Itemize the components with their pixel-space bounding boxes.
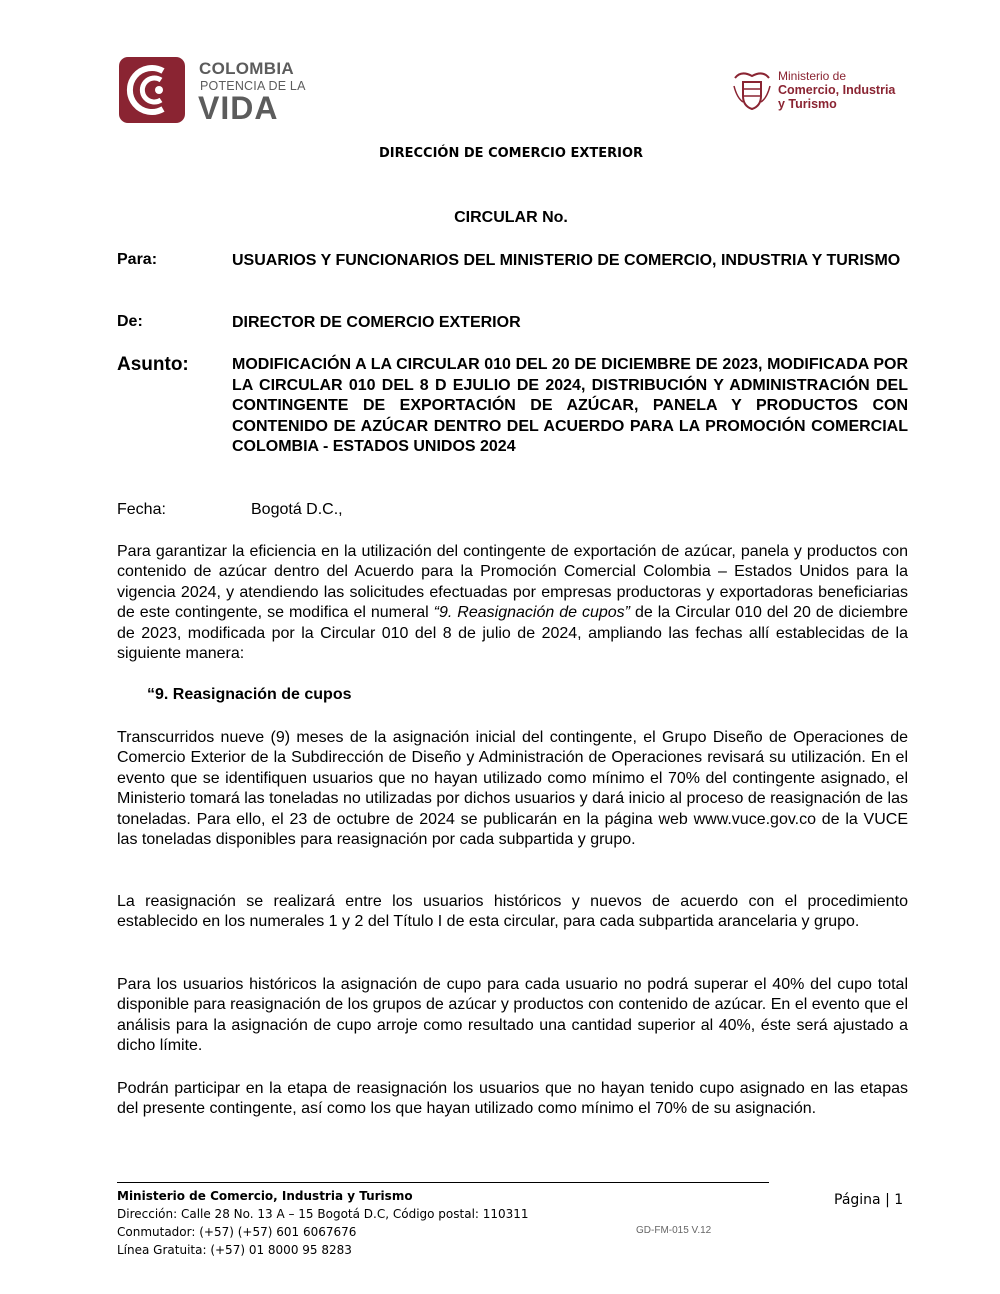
colombia-potencia-logo (119, 57, 306, 126)
intro-italic-ref: “9. Reasignación de cupos” (433, 604, 630, 622)
form-code: GD-FM-015 V.12 (636, 1225, 712, 1236)
paragraph-2: La reasignación se realizará entre los usuarios históricos y nuevos de acuerdo con el procedimiento establecido en los numerales 1 y 2 del Título I de esta circular, para cada subpartida arancelaria y grupo. (117, 893, 908, 931)
intro-text-1: Para garantizar la eficiencia en la utilización del contingente de exportación de azúcar, panela y productos con contenido de azúcar dentro del Acuerdo para la Promoción Comercial Colombia – Estados Unidos para la vigencia 2024, y atendiendo las solicitudes efectuadas por empresas productoras y exportadoras beneficiarias de este contingente, se modifica el numeral (117, 543, 908, 622)
para-value: USUARIOS Y FUNCIONARIOS DEL MINISTERIO DE COMERCIO, INDUSTRIA Y TURISMO (232, 252, 901, 269)
logo-line-potencia: POTENCIA DE LA (200, 79, 306, 93)
ministerio-logo-line1: Ministerio de (778, 69, 847, 83)
intro-paragraph (117, 542, 908, 664)
asunto-label: Asunto: (117, 354, 189, 375)
fecha-label: Fecha: (117, 501, 166, 518)
de-label: De: (117, 313, 143, 330)
footer-divider (117, 1182, 769, 1183)
asunto-value: MODIFICACIÓN A LA CIRCULAR 010 DEL 20 DE DICIEMBRE DE 2023, MODIFICADA POR LA CIRCULAR 010 DEL 8 D EJULIO DE 2024, DISTRIBUCIÓN Y ADMINISTRACIÓN DEL CONTINGENTE DE EXPORTACIÓN DE AZÚCAR, PANELA Y PRODUCTOS CON CONTENIDO DE AZÚCAR DENTRO DEL ACUERDO PARA LA PROMOCIÓN COMERCIAL COLOMBIA - ESTADOS UNIDOS 2024 (232, 356, 908, 455)
logo-line-vida: VIDA (198, 90, 279, 126)
page-number: Página | 1 (834, 1192, 904, 1208)
ministerio-logo-line3: y Turismo (778, 97, 837, 111)
intro-text-2: de la Circular 010 del 20 de diciembre de 2023, modificada por la Circular 010 del 8 de julio de 2024, ampliando las fechas allí establecidas de la siguiente manera: (117, 604, 909, 663)
fecha-value: Bogotá D.C., (251, 501, 343, 518)
paragraph-4: Podrán participar en la etapa de reasignación los usuarios que no hayan tenido cupo asignado en las etapas del presente contingente, así como los que hayan utilizado como mínimo el 70% de su asignación. (117, 1080, 908, 1118)
footer-toll-free: Línea Gratuita: (+57) 01 8000 95 8283 (117, 1243, 352, 1257)
direction-heading: DIRECCIÓN DE COMERCIO EXTERIOR (378, 146, 644, 161)
paragraph-1: Transcurridos nueve (9) meses de la asignación inicial del contingente, el Grupo Diseño de Operaciones de Comercio Exterior de la Subdirección de Diseño y Administración de Operaciones revisará su utilización. En el evento que se identifiquen usuarios que no hayan utilizado como mínimo el 70% del contingente asignado, el Ministerio tomará las toneladas no utilizadas por dichos usuarios y dará inicio al proceso de reasignación de las toneladas. Para ello, el 23 de octubre de 2024 se publicarán en la página web www.vuce.gov.co de la VUCE las toneladas disponibles para reasignación por cada subpartida y grupo. (117, 729, 908, 849)
colombia-emblem-icon (119, 57, 185, 123)
para-label: Para: (117, 251, 158, 268)
footer-address: Dirección: Calle 28 No. 13 A – 15 Bogotá D.C, Código postal: 110311 (117, 1207, 529, 1221)
paragraph-3: Para los usuarios históricos la asignación de cupo para cada usuario no podrá superar el 40% del cupo total disponible para reasignación de los grupos de azúcar y productos con contenido de azúcar. En el evento que el análisis para la asignación de cupo arroje como resultado una cantidad superior al 40%, éste será ajustado a dicho límite. (117, 976, 908, 1055)
footer-org: Ministerio de Comercio, Industria y Turismo (117, 1189, 413, 1203)
ministerio-logo-line2: Comercio, Industria (778, 83, 896, 97)
circular-number: CIRCULAR No. (454, 209, 568, 226)
footer-phone: Conmutador: (+57) (+57) 601 6067676 (117, 1225, 357, 1239)
logo-line-colombia: COLOMBIA (199, 59, 294, 78)
coat-of-arms-icon (731, 68, 773, 112)
de-value: DIRECTOR DE COMERCIO EXTERIOR (232, 314, 521, 331)
section-title: “9. Reasignación de cupos (147, 686, 352, 703)
ministerio-logo (731, 68, 921, 112)
